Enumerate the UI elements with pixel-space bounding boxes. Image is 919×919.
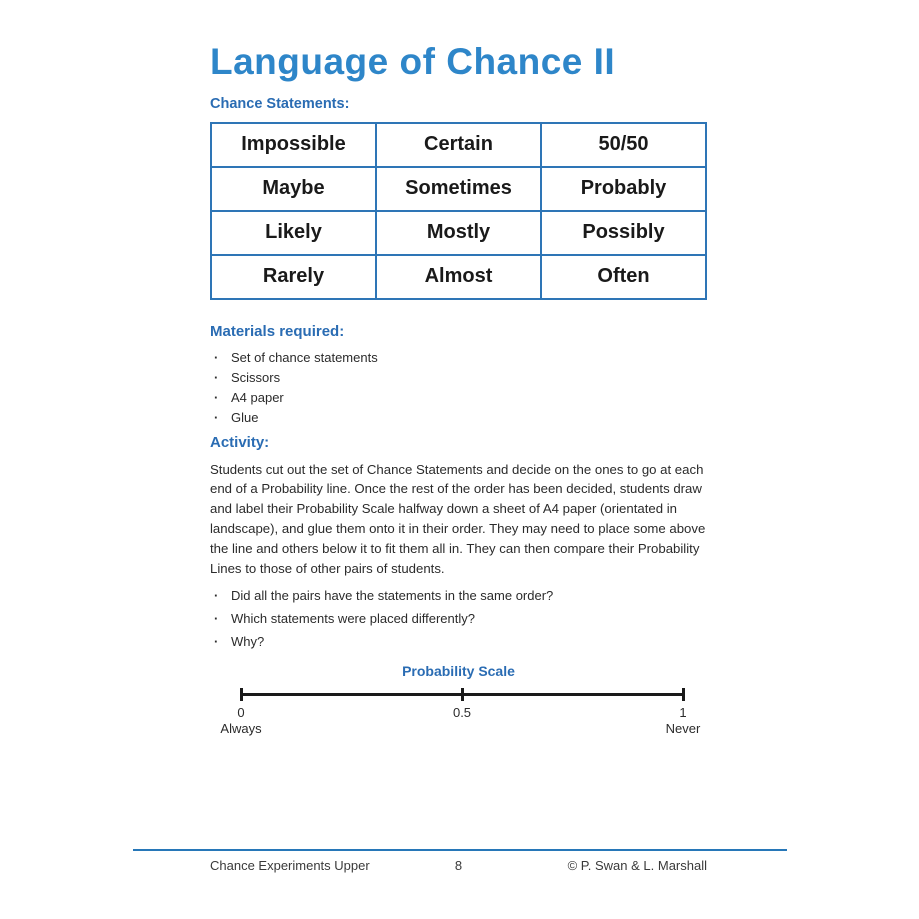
list-item: · Set of chance statements [210,348,707,368]
materials-list [210,348,707,428]
table-row [211,255,706,299]
footer-page-number: 8 [454,858,463,873]
list-item: · Scissors [210,368,707,388]
footer-copyright: © P. Swan & L. Marshall [567,858,707,873]
table-cell: 50/50 [541,123,706,167]
table-cell: Mostly [376,211,541,255]
activity-heading: Activity: [210,433,270,451]
list-item: · Did all the pairs have the statements in the same order? [210,588,707,604]
tick-value: 0 [237,705,245,721]
tick-word: Never [665,721,701,737]
table-cell: Sometimes [376,167,541,211]
tick-mark [240,688,243,701]
probability-scale [210,683,707,745]
tick-mark [682,688,685,701]
footer-book-title: Chance Experiments Upper [210,858,370,873]
probability-scale-title: Probability Scale [402,663,515,680]
table-cell: Often [541,255,706,299]
table-cell: Maybe [211,167,376,211]
table-row [211,167,706,211]
table-cell: Possibly [541,211,706,255]
questions-list [210,588,707,650]
materials-heading: Materials required: [210,322,345,340]
table-cell: Certain [376,123,541,167]
list-item: · Which statements were placed differently? [210,611,707,627]
list-item: · Why? [210,634,707,650]
chance-statements-label: Chance Statements: [210,95,350,112]
table-cell: Likely [211,211,376,255]
tick-word: Always [220,721,262,737]
tick-value: 1 [679,705,687,721]
page-content [210,42,707,745]
table-cell: Probably [541,167,706,211]
table-row [211,123,706,167]
list-item: · A4 paper [210,388,707,408]
footer [210,858,707,876]
table-cell: Rarely [211,255,376,299]
table-row [211,211,706,255]
page-title: Language of Chance II [210,41,616,82]
footer-divider [133,849,787,851]
list-item: · Glue [210,408,707,428]
tick-mark [461,688,464,701]
tick-value: 0.5 [452,705,472,721]
chance-statements-table [210,122,707,300]
table-cell: Impossible [211,123,376,167]
activity-paragraph: Students cut out the set of Chance Statements and decide on the ones to go at each end of a Probability line. Once the rest of the order has been decided, students draw and label their Probability Scale halfway down a sheet of A4 paper (orientated in landscape), and glue them onto it in their order. They may need to place some above the line and others below it to fit them all in. They can then compare their Probability Lines to those of other pairs of students. [210,461,706,576]
table-cell: Almost [376,255,541,299]
